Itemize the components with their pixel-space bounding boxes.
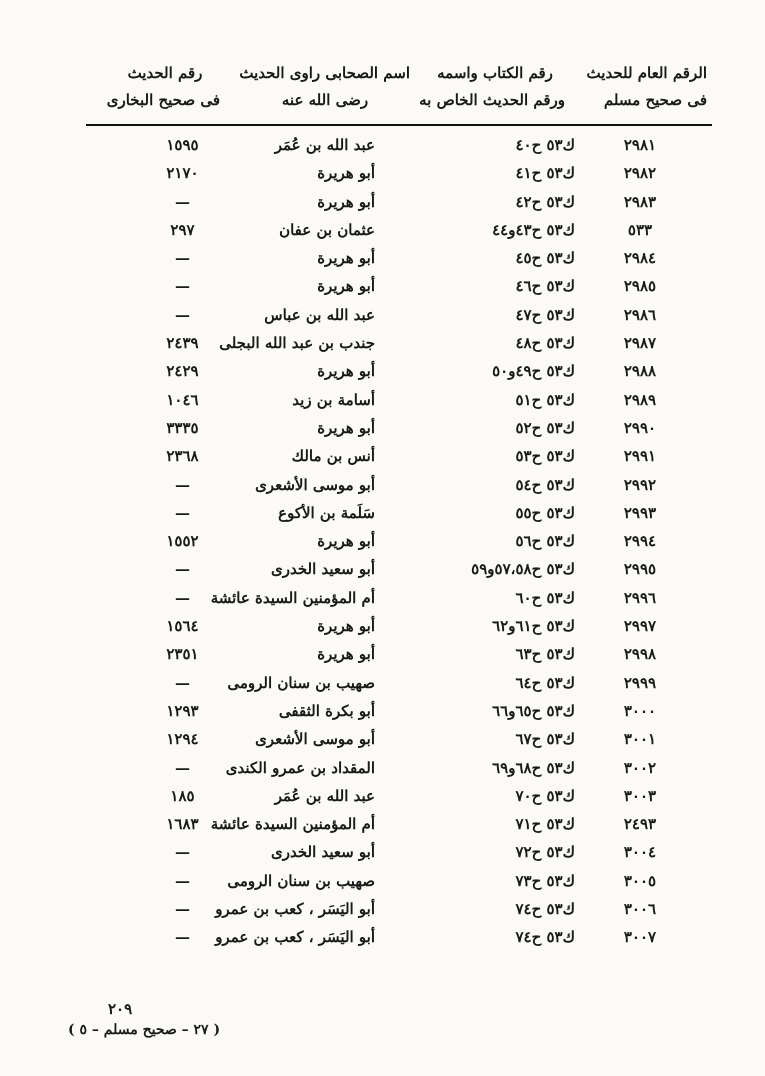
narrator-cell: أبو هريرة xyxy=(317,645,375,664)
narrator-cell: أبو اليَسَر ، كعب بن عمرو xyxy=(215,928,375,947)
table-row xyxy=(0,131,765,159)
book-number-cell: ك٥٣ ح٤٩و٥٠ xyxy=(492,362,575,381)
bukhari-number-cell: — xyxy=(175,928,190,947)
book-number-cell: ك٥٣ ح٧٣ xyxy=(515,871,575,890)
bukhari-number-cell: ٣٣٣٥ xyxy=(166,418,199,437)
bukhari-number-cell: ٢١٧٠ xyxy=(166,164,199,183)
book-number-cell: ك٥٣ ح٥١ xyxy=(515,390,575,409)
table-row xyxy=(0,499,765,527)
bukhari-number-cell: — xyxy=(175,503,190,522)
bukhari-number-cell: ٢٣٥١ xyxy=(166,645,199,664)
narrator-cell: أبو موسى الأشعرى xyxy=(255,475,375,494)
book-number-cell: ك٥٣ ح٤٧ xyxy=(515,305,575,324)
header-global-number xyxy=(586,60,707,114)
header-divider xyxy=(86,124,712,126)
global-number-cell: ٢٩٩٤ xyxy=(623,532,657,551)
narrator-cell: عبد الله بن عباس xyxy=(264,305,375,324)
bukhari-number-cell: ١٥٦٤ xyxy=(166,617,199,636)
narrator-cell: عبد الله بن عُمَر xyxy=(274,786,375,805)
header-book-line1: رقم الكتاب واسمه xyxy=(437,64,553,82)
page-number: ٢٠٩ xyxy=(108,1000,133,1018)
table-row xyxy=(0,669,765,697)
narrator-cell: أبو هريرة xyxy=(317,617,375,636)
bukhari-number-cell: ١٠٤٦ xyxy=(166,390,199,409)
global-number-cell: ٣٠٠٥ xyxy=(623,871,657,890)
bukhari-number-cell: — xyxy=(175,843,190,862)
book-number-cell: ك٥٣ ح٦٠ xyxy=(515,588,575,607)
table-row xyxy=(0,244,765,272)
bukhari-number-cell: — xyxy=(175,277,190,296)
narrator-cell: أم المؤمنين السيدة عائشة xyxy=(210,815,375,834)
bukhari-number-cell: ٢٣٦٨ xyxy=(166,447,199,466)
book-number-cell: ك٥٣ ح٧٢ xyxy=(515,843,575,862)
global-number-cell: ٣٠٠٠ xyxy=(623,701,657,720)
bukhari-number-cell: — xyxy=(175,560,190,579)
book-number-cell: ك٥٣ ح٦٣ xyxy=(515,645,575,664)
global-number-cell: ٢٩٨٣ xyxy=(623,192,657,211)
global-number-cell: ٢٩٨٥ xyxy=(623,277,657,296)
book-number-cell: ك٥٣ ح٦١و٦٢ xyxy=(492,617,575,636)
global-number-cell: ٣٠٠٢ xyxy=(623,758,657,777)
book-number-cell: ك٥٣ ح٦٨و٦٩ xyxy=(492,758,575,777)
header-narrator-line1: اسم الصحابى راوى الحديث xyxy=(239,64,410,82)
global-number-cell: ٢٩٨٨ xyxy=(623,362,657,381)
header-book-line2: ورقم الحديث الخاص به xyxy=(419,91,565,109)
book-number-cell: ك٥٣ ح٥٦ xyxy=(515,532,575,551)
table-row xyxy=(0,612,765,640)
bukhari-number-cell: — xyxy=(175,588,190,607)
global-number-cell: ٢٩٩٠ xyxy=(623,418,657,437)
table-row xyxy=(0,329,765,357)
narrator-cell: المقداد بن عمرو الكندى xyxy=(225,758,375,777)
bukhari-number-cell: ٢٤٣٩ xyxy=(166,334,199,353)
table-row xyxy=(0,697,765,725)
global-number-cell: ٢٩٨٩ xyxy=(623,390,657,409)
narrator-cell: أسامة بن زيد xyxy=(292,390,375,409)
narrator-cell: جندب بن عبد الله البجلى xyxy=(219,334,375,353)
table-row xyxy=(0,923,765,951)
bukhari-number-cell: ١٥٥٢ xyxy=(166,532,199,551)
hadith-table xyxy=(0,131,765,952)
global-number-cell: ٢٤٩٣ xyxy=(623,815,657,834)
bukhari-number-cell: ١٥٩٥ xyxy=(166,136,199,154)
header-global-line1: الرقم العام للحديث xyxy=(586,64,707,82)
header-global-line2: فى صحيح مسلم xyxy=(603,91,707,109)
narrator-cell: أبو سعيد الخدرى xyxy=(270,843,375,862)
global-number-cell: ٢٩٩٧ xyxy=(623,617,657,636)
book-number-cell: ك٥٣ ح٧٠ xyxy=(515,786,575,805)
book-number-cell: ك٥٣ ح٤٨ xyxy=(515,334,575,353)
table-row xyxy=(0,867,765,895)
global-number-cell: ٥٣٣ xyxy=(627,220,653,239)
book-number-cell: ك٥٣ ح٤٠ xyxy=(515,136,575,154)
table-row xyxy=(0,442,765,470)
table-row xyxy=(0,386,765,414)
book-number-cell: ك٥٣ ح٧٤ xyxy=(515,900,575,919)
printer-signature: ( ٢٧ – صحيح مسلم – ٥ ) xyxy=(68,1022,221,1038)
bukhari-number-cell: ١٨٥ xyxy=(170,786,195,805)
table-row xyxy=(0,216,765,244)
bukhari-number-cell: — xyxy=(175,900,190,919)
header-bukhari-line2: فى صحيح البخارى xyxy=(106,91,220,109)
book-number-cell: ك٥٣ ح٥٢ xyxy=(515,418,575,437)
book-number-cell: ك٥٣ ح٧١ xyxy=(515,815,575,834)
global-number-cell: ٢٩٩٥ xyxy=(623,560,657,579)
narrator-cell: أبو هريرة xyxy=(317,532,375,551)
book-number-cell: ك٥٣ ح٥٤ xyxy=(515,475,575,494)
book-number-cell: ك٥٣ ح٧٤ xyxy=(515,928,575,947)
book-number-cell: ك٥٣ ح٤٢ xyxy=(515,192,575,211)
table-row xyxy=(0,188,765,216)
book-number-cell: ك٥٣ ح٦٥و٦٦ xyxy=(492,701,575,720)
table-row xyxy=(0,414,765,442)
bukhari-number-cell: — xyxy=(175,305,190,324)
bukhari-number-cell: ٢٩٧ xyxy=(170,220,195,239)
bukhari-number-cell: ١٢٩٣ xyxy=(166,701,199,720)
narrator-cell: أبو هريرة xyxy=(317,164,375,183)
narrator-cell: أبو هريرة xyxy=(317,192,375,211)
narrator-cell: صهيب بن سنان الرومى xyxy=(227,673,375,692)
global-number-cell: ٣٠٠٣ xyxy=(623,786,657,805)
table-row xyxy=(0,272,765,300)
global-number-cell: ٢٩٨٧ xyxy=(623,334,657,353)
header-narrator xyxy=(240,60,410,114)
global-number-cell: ٢٩٩٣ xyxy=(623,503,657,522)
table-row xyxy=(0,301,765,329)
header-bukhari-line1: رقم الحديث xyxy=(127,64,203,82)
book-number-cell: ك٥٣ ح٤٥ xyxy=(515,249,575,268)
bukhari-number-cell: — xyxy=(175,192,190,211)
bukhari-number-cell: ١٦٨٣ xyxy=(166,815,199,834)
table-row xyxy=(0,725,765,753)
header-bukhari-number xyxy=(106,60,220,114)
table-row xyxy=(0,471,765,499)
narrator-cell: أبو هريرة xyxy=(317,277,375,296)
global-number-cell: ٣٠٠٦ xyxy=(623,900,657,919)
narrator-cell: أبو موسى الأشعرى xyxy=(255,730,375,749)
book-number-cell: ك٥٣ ح٤٦ xyxy=(515,277,575,296)
book-number-cell: ك٥٣ ح٥٣ xyxy=(515,447,575,466)
table-row xyxy=(0,527,765,555)
narrator-cell: أبو هريرة xyxy=(317,249,375,268)
narrator-cell: أبو سعيد الخدرى xyxy=(270,560,375,579)
global-number-cell: ٣٠٠٤ xyxy=(623,843,657,862)
table-row xyxy=(0,782,765,810)
global-number-cell: ٢٩٩١ xyxy=(623,447,657,466)
global-number-cell: ٣٠٠٧ xyxy=(623,928,657,947)
global-number-cell: ٢٩٩٦ xyxy=(623,588,657,607)
book-number-cell: ك٥٣ ح٤٣و٤٤ xyxy=(492,220,575,239)
bukhari-number-cell: — xyxy=(175,475,190,494)
narrator-cell: صهيب بن سنان الرومى xyxy=(227,871,375,890)
narrator-cell: أبو اليَسَر ، كعب بن عمرو xyxy=(215,900,375,919)
narrator-cell: سَلَمة بن الأكوع xyxy=(278,503,375,522)
narrator-cell: أنس بن مالك xyxy=(291,447,375,466)
global-number-cell: ٢٩٨٢ xyxy=(623,164,657,183)
book-number-cell: ك٥٣ ح٤١ xyxy=(515,164,575,183)
book-number-cell: ك٥٣ ح٦٧ xyxy=(515,730,575,749)
narrator-cell: أم المؤمنين السيدة عائشة xyxy=(210,588,375,607)
table-row xyxy=(0,159,765,187)
global-number-cell: ٢٩٨١ xyxy=(623,136,657,154)
global-number-cell: ٢٩٩٢ xyxy=(623,475,657,494)
narrator-cell: عبد الله بن عُمَر xyxy=(274,136,375,154)
bukhari-number-cell: — xyxy=(175,249,190,268)
bukhari-number-cell: — xyxy=(175,871,190,890)
book-number-cell: ك٥٣ ح٥٥ xyxy=(515,503,575,522)
table-row xyxy=(0,754,765,782)
narrator-cell: أبو بكرة الثقفى xyxy=(278,701,375,720)
global-number-cell: ٢٩٨٦ xyxy=(623,305,657,324)
book-number-cell: ك٥٣ ح٥٧،٥٨و٥٩ xyxy=(471,560,575,579)
table-row xyxy=(0,838,765,866)
table-row xyxy=(0,357,765,385)
global-number-cell: ٢٩٩٩ xyxy=(623,673,657,692)
book-number-cell: ك٥٣ ح٦٤ xyxy=(515,673,575,692)
global-number-cell: ٢٩٩٨ xyxy=(623,645,657,664)
narrator-cell: عثمان بن عفان xyxy=(279,220,375,239)
bukhari-number-cell: ٢٤٢٩ xyxy=(166,362,199,381)
table-row xyxy=(0,810,765,838)
bukhari-number-cell: — xyxy=(175,758,190,777)
bukhari-number-cell: — xyxy=(175,673,190,692)
table-row xyxy=(0,895,765,923)
table-row xyxy=(0,640,765,668)
header-narrator-line2: رضى الله عنه xyxy=(281,91,369,109)
narrator-cell: أبو هريرة xyxy=(317,418,375,437)
table-row xyxy=(0,584,765,612)
global-number-cell: ٣٠٠١ xyxy=(623,730,657,749)
header-book-number xyxy=(419,60,565,114)
global-number-cell: ٢٩٨٤ xyxy=(623,249,657,268)
narrator-cell: أبو هريرة xyxy=(317,362,375,381)
table-row xyxy=(0,555,765,583)
bukhari-number-cell: ١٢٩٤ xyxy=(166,730,199,749)
